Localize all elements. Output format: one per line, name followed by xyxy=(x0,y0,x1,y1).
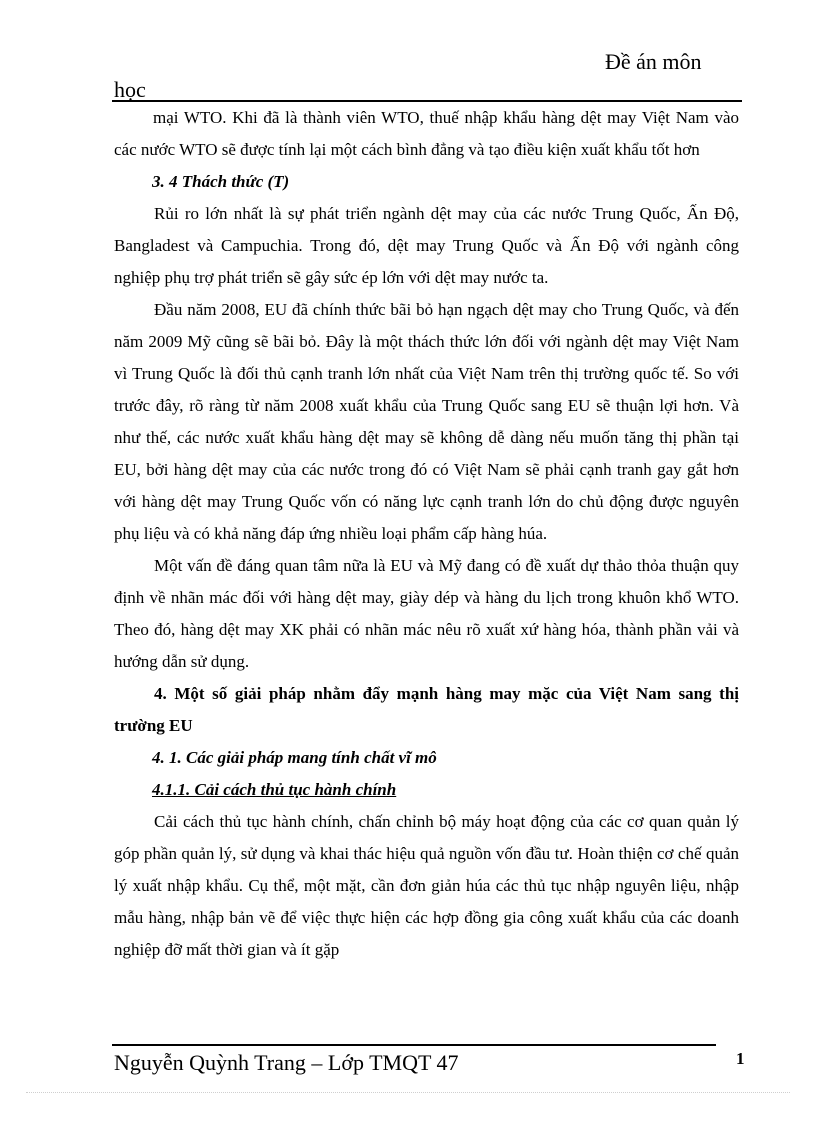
paragraph-admin-reform: Cải cách thủ tục hành chính, chấn chỉnh bộ máy hoạt động của các cơ quan quản lý góp phần quản lý, sử dụng và khai thác hiệu quả nguồn vốn đầu tư. Hoàn thiện cơ chế quản lý xuất nhập khẩu. Cụ thể, một mặt, cần đơn giản húa các thủ tục nhập nguyên liệu, nhập mẫu hàng, nhập bản vẽ để việc thực hiện các hợp đồng gia công xuất khẩu của các doanh nghiệp đỡ mất thời gian và ít gặp xyxy=(114,812,739,959)
header-title-left: học xyxy=(114,77,146,102)
section-heading-solutions: 4. Một số giải pháp nhằm đẩy mạnh hàng may mặc của Việt Nam sang thị trường EU xyxy=(114,684,739,735)
paragraph-labeling: Một vấn đề đáng quan tâm nữa là EU và Mỹ đang có đề xuất dự thảo thỏa thuận quy định về nhãn mác đối với hàng dệt may, giày dép và hàng du lịch trong khuôn khổ WTO. Theo đó, hàng dệt may XK phải có nhãn mác nêu rõ xuất xứ hàng hóa, thành phần vải và hướng dẫn sử dụng. xyxy=(114,556,739,671)
section-heading-challenges: 3. 4 Thách thức (T) xyxy=(152,172,290,191)
subsection-heading-admin-reform xyxy=(114,774,739,806)
paragraph-risk: Rủi ro lớn nhất là sự phát triển ngành dệt may của các nước Trung Quốc, Ấn Độ, Bangladest và Campuchia. Trong đó, dệt may Trung Quốc và Ấn Độ với ngành công nghiệp phụ trợ phát triển sẽ gây sức ép lớn với dệt may nước ta. xyxy=(114,204,739,287)
footer-rule xyxy=(112,1044,716,1046)
page-boundary xyxy=(26,1092,790,1093)
admin-reform-heading-text: 4.1.1. Cải cách thủ tục hành chính xyxy=(152,780,397,799)
subsection-heading-macro: 4. 1. Các giải pháp mang tính chất vĩ mô xyxy=(152,748,437,767)
footer-author: Nguyễn Quỳnh Trang – Lớp TMQT 47 xyxy=(114,1050,459,1075)
paragraph-quota: Đầu năm 2008, EU đã chính thức bãi bỏ hạn ngạch dệt may cho Trung Quốc, và đến năm 2009 Mỹ cũng sẽ bãi bỏ. Đây là một thách thức lớn đối với ngành dệt may Việt Nam vì Trung Quốc là đối thủ cạnh tranh lớn nhất của Việt Nam trên thị trường quốc tế. So với trước đây, rõ ràng từ năm 2008 xuất khẩu của Trung Quốc sang EU sẽ thuận lợi hơn. Và như thế, các nước xuất khẩu hàng dệt may sẽ không dễ dàng nếu muốn tăng thị phần tại EU, bởi hàng dệt may của các nước trong đó có Việt Nam sẽ phải cạnh tranh gay gắt hơn với hàng dệt may Trung Quốc vốn có năng lực cạnh tranh lớn do chủ động được nguyên phụ liệu và có khả năng đáp ứng nhiều loại phẩm cấp hàng húa. xyxy=(114,300,739,543)
header-title-right: Đề án môn xyxy=(605,49,702,74)
paragraph-continuation: mại WTO. Khi đã là thành viên WTO, thuế nhập khẩu hàng dệt may Việt Nam vào các nước WTO sẽ được tính lại một cách bình đẳng và tạo điều kiện xuất khẩu tốt hơn xyxy=(114,108,739,159)
document-body xyxy=(114,102,739,966)
page-number: 1 xyxy=(736,1049,745,1068)
